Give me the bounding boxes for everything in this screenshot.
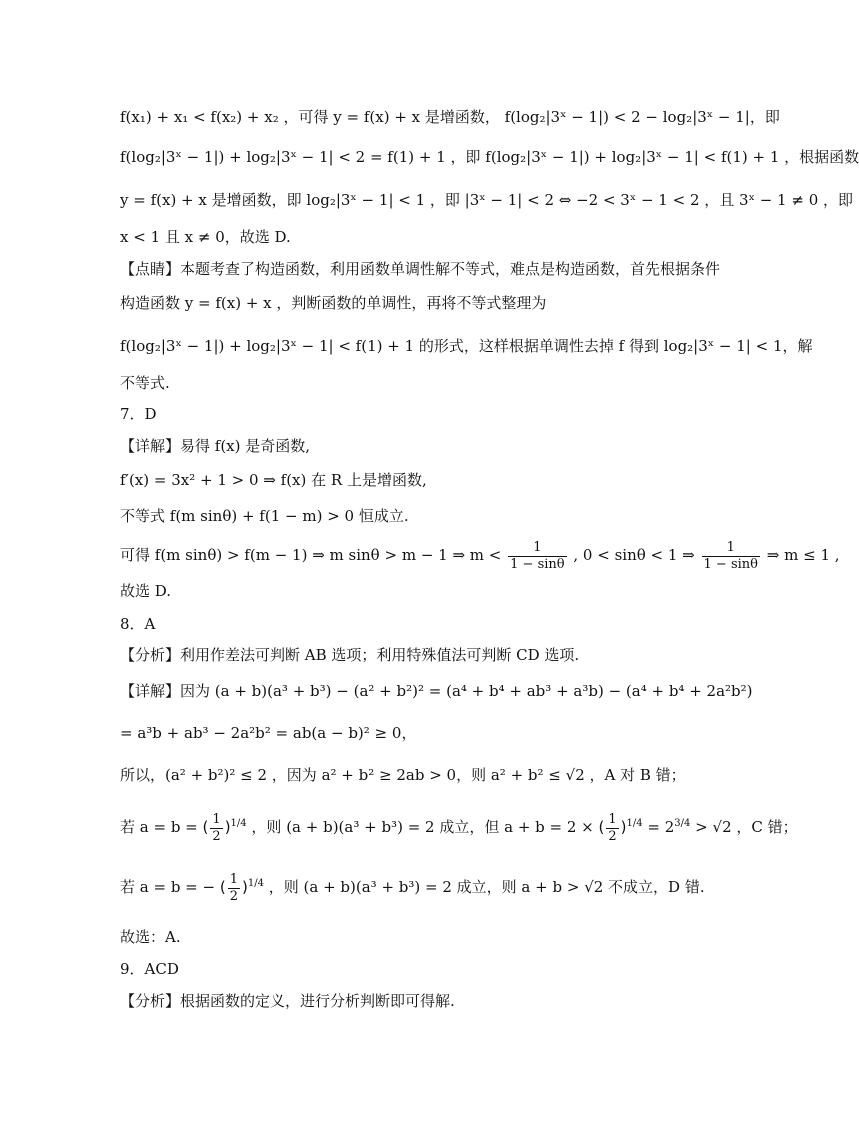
text-line-4: x < 1 且 x ≠ 0，故选 D.	[120, 228, 291, 246]
fraction-denominator: 2	[608, 828, 617, 844]
line-20-tail: = 2	[647, 818, 675, 836]
text-line-14: 故选 D.	[120, 582, 172, 600]
detail-8-line: 【详解】因为 (a + b)(a³ + b³) − (a² + b²)² = (a⁴ + b⁴ + ab³ + a³b) − (a⁴ + b⁴ + 2a²b²)	[120, 682, 753, 700]
fraction-line-13-head: 可得 f(m sinθ) > f(m − 1) ⇒ m sinθ > m − 1 ⇒ m <	[120, 546, 502, 564]
text-line-19: 所以，(a² + b²)² ≤ 2 ，因为 a² + b² ≥ 2ab > 0，则 a² + b² ≤ √2 ，A 对 B 错；	[120, 766, 686, 784]
analysis-8-line: 【分析】利用作差法可判断 AB 选项；利用特殊值法可判断 CD 选项.	[120, 646, 580, 664]
exponent-quarter: 1/4	[230, 818, 247, 829]
fraction-numerator: 1	[229, 871, 239, 887]
right-paren: )	[224, 818, 231, 836]
fraction-numerator: 1	[212, 811, 221, 827]
exponent-quarter: 1/4	[247, 878, 264, 889]
fraction-line-20	[120, 806, 798, 845]
text-line-3: y = f(x) + x 是增函数，即 log₂|3ˣ − 1| < 1 ，即 |3ˣ − 1| < 2 ⇔ −2 < 3ˣ − 1 < 2 ，且 3ˣ − 1 ≠ 0 ，即	[120, 191, 854, 209]
answer-8-label: 8．A	[120, 615, 156, 633]
text-line-7: f(log₂|3ˣ − 1|) + log₂|3ˣ − 1| < f(1) + 1 的形式，这样根据单调性去掉 f 得到 log₂|3ˣ − 1| < 1，解	[120, 337, 813, 355]
text-line-18: = a³b + ab³ − 2a²b² = ab(a − b)² ≥ 0，	[120, 724, 417, 742]
fraction-line-21	[120, 866, 705, 905]
exponent-three-quarter: 3/4	[674, 818, 691, 829]
fraction-denominator: 2	[229, 888, 239, 904]
fraction-1-over-1-minus-sin-2	[702, 540, 760, 573]
text-line-12: 不等式 f(m sinθ) + f(1 − m) > 0 恒成立.	[120, 507, 409, 525]
fraction-one-half	[228, 872, 240, 905]
fraction-one-half	[606, 812, 618, 845]
analysis-9-line: 【分析】根据函数的定义，进行分析判断即可得解.	[120, 992, 455, 1010]
line-20-mid: ，则 (a + b)(a³ + b³) = 2 成立，但 a + b = 2 ×	[251, 818, 594, 836]
fraction-numerator: 1	[508, 540, 566, 557]
exponent-quarter: 1/4	[626, 818, 643, 829]
fraction-one-half	[210, 812, 222, 845]
detail-7-line: 【详解】易得 f(x) 是奇函数,	[120, 437, 311, 455]
left-paren: (	[202, 818, 209, 836]
answer-9-label: 9．ACD	[120, 960, 179, 978]
text-line-11: f′(x) = 3x² + 1 > 0 ⇒ f(x) 在 R 上是增函数,	[120, 471, 427, 489]
right-paren: )	[620, 818, 627, 836]
text-line-1: f(x₁) + x₁ < f(x₂) + x₂ ，可得 y = f(x) + x 是增函数， f(log₂|3ˣ − 1|) < 2 − log₂|3ˣ − 1|，即	[120, 108, 780, 126]
left-paren: (	[598, 818, 605, 836]
text-line-8: 不等式.	[120, 374, 170, 392]
fraction-line-13-tail: ⇒ m ≤ 1 ,	[766, 546, 840, 564]
fraction-line-13-mid: , 0 < sinθ < 1 ⇒	[573, 546, 695, 564]
text-line-6: 构造函数 y = f(x) + x ，判断函数的单调性，再将不等式整理为	[120, 294, 547, 312]
line-20-head: 若 a = b =	[120, 818, 198, 836]
right-paren: )	[242, 878, 248, 896]
fraction-denominator: 1 − sinθ	[703, 556, 758, 572]
fraction-denominator: 1 − sinθ	[510, 556, 565, 572]
line-20-end: > √2 ，C 错；	[695, 818, 798, 836]
fraction-numerator: 1	[608, 811, 617, 827]
left-paren: (	[219, 878, 226, 896]
line-21-tail: ，则 (a + b)(a³ + b³) = 2 成立，则 a + b > √2 不成立，D 错.	[268, 878, 705, 896]
text-line-22: 故选：A.	[120, 928, 181, 946]
text-line-2: f(log₂|3ˣ − 1|) + log₂|3ˣ − 1| < 2 = f(1) + 1 ，即 f(log₂|3ˣ − 1|) + log₂|3ˣ − 1| < f(1) + 1 ，根据函数	[120, 148, 859, 166]
fraction-denominator: 2	[212, 828, 221, 844]
note-heading-line: 【点睛】本题考查了构造函数，利用函数单调性解不等式，难点是构造函数，首先根据条件	[120, 260, 721, 278]
line-21-head: 若 a = b = −	[120, 878, 216, 896]
fraction-1-over-1-minus-sin	[508, 540, 566, 573]
fraction-numerator: 1	[702, 540, 760, 557]
answer-7-label: 7．D	[120, 405, 157, 423]
